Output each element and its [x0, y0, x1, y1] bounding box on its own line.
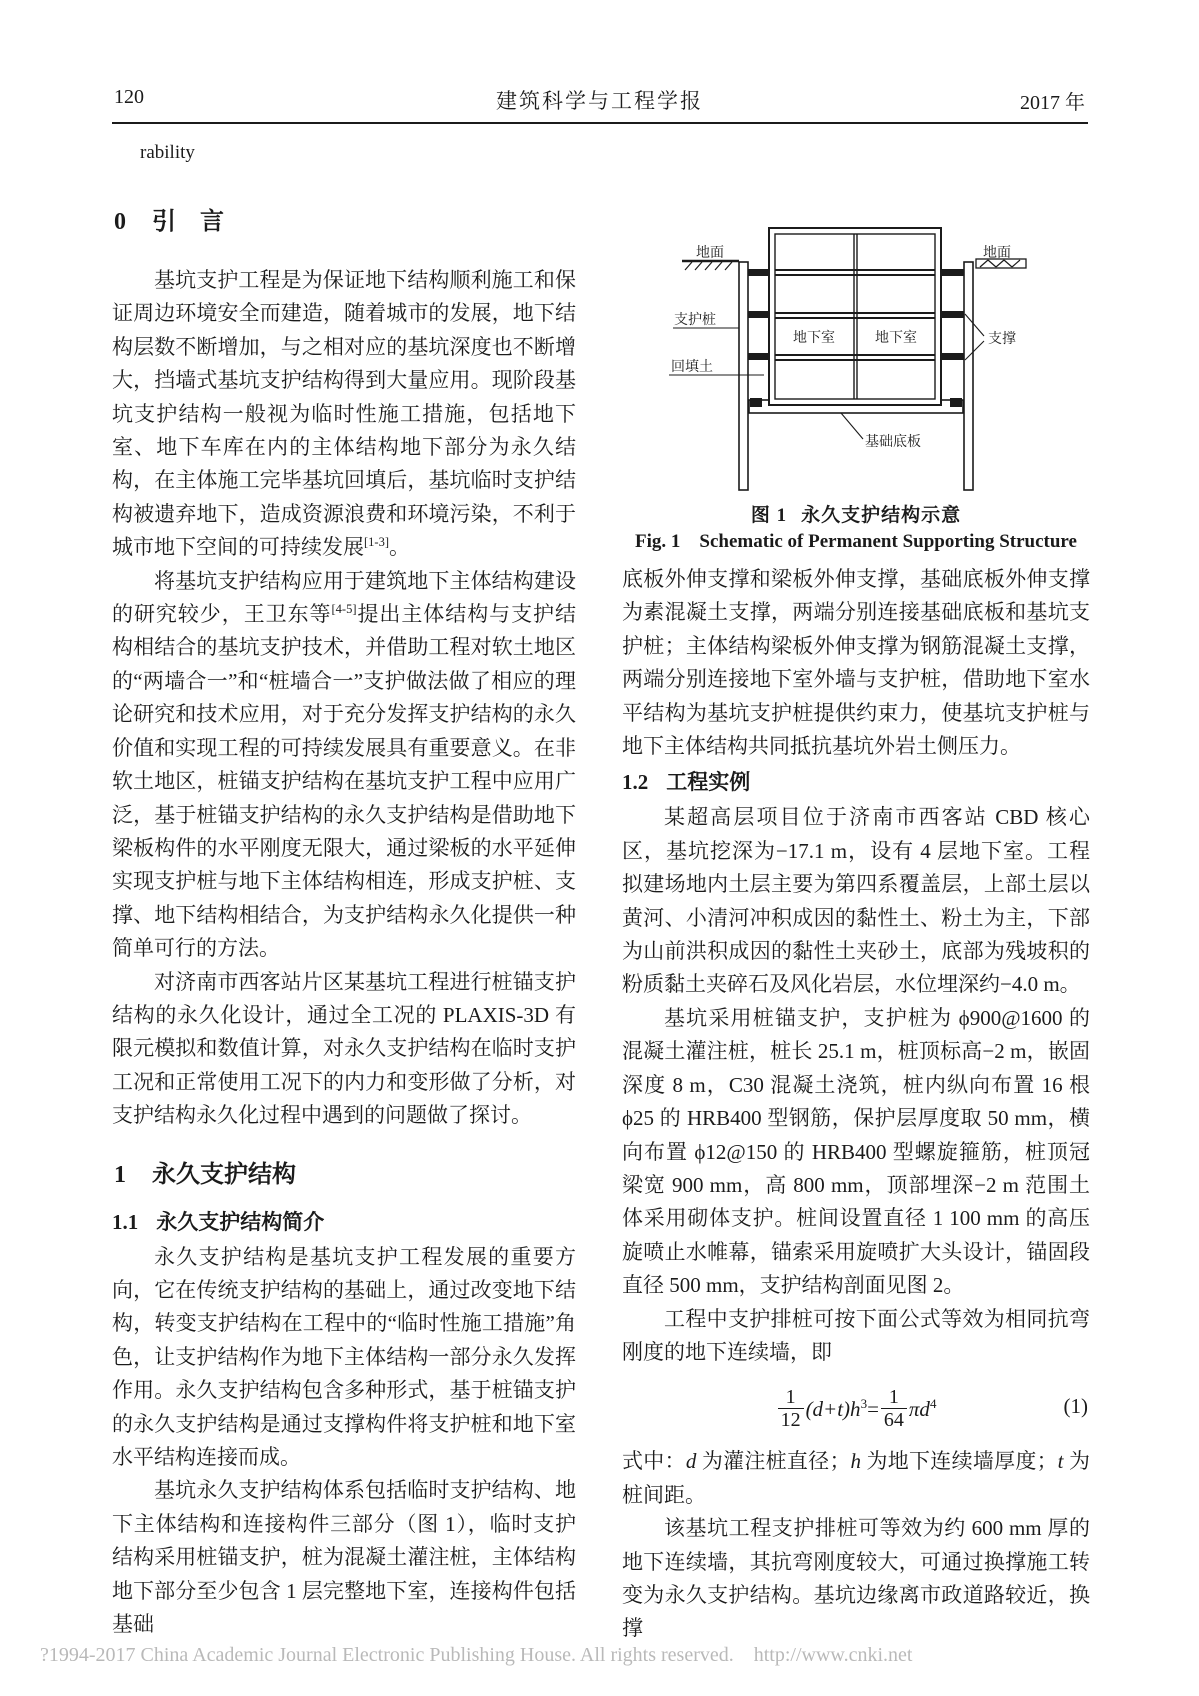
paragraph-text: 基坑支护工程是为保证地下结构顺利施工和保证周边环境安全而建造，随着城市的发展，地下结构层数不断增加，与之相对应的基坑深度也不断增大，挡墙式基坑支护结构得到大量应用。现阶段基坑支护结构一般视为临时性施工措施，包括地下室、地下车库在内的主体结构地下部分为永久结构，在主体施工完毕基坑回填后，基坑临时支护结构被遗弃地下，造成资源浪费和环境污染，不利于城市地下空间的可持续发展 [112, 268, 576, 560]
keyword-fragment: rability [140, 142, 195, 163]
paragraph-text: 为灌注桩直径； [696, 1449, 851, 1474]
section-0-heading [114, 204, 576, 240]
ground-right-label: 地面 [983, 246, 1011, 261]
basement-right-label: 地下室 [875, 331, 917, 346]
citation-ref-4-5: [4-5] [331, 602, 357, 617]
paragraph-eq-notes [622, 1445, 1090, 1512]
basement-left-label: 地下室 [793, 331, 835, 346]
citation-ref-1-3: [1-3] [364, 535, 389, 550]
figure-1-drawing [636, 195, 1060, 495]
header-rule [112, 122, 1088, 124]
paragraph-1-1-a: 永久支护结构是基坑支护工程发展的重要方向，它在传统支护结构的基础上，通过改变地下结构，转变支护结构在工程中的“临时性施工措施”角色，让支护结构作为地下主体结构一部分永久发挥作用。永久支护结构包含多种形式，基于桩锚支护的永久支护结构是通过支撑构件将支护桩和地下室水平结构连接而成。 [112, 1244, 576, 1469]
equation-number: (1) [1063, 1394, 1088, 1419]
section-1-1-title: 永久支护结构简介 [156, 1209, 325, 1234]
paragraph-1-2-d: 该基坑工程支护排桩可等效为约 600 mm 厚的地下连续墙，其抗弯刚度较大，可通过换撑施工转变为永久支护结构。基坑边缘离市政道路较近，换撑 [622, 1516, 1090, 1641]
base-slab-label: 基础底板 [865, 435, 921, 450]
right-column [622, 195, 1090, 1646]
math-var-t: t [1057, 1449, 1064, 1474]
equation-body [806, 1380, 879, 1438]
paragraph-text: 为桩间距。 [622, 1449, 1091, 1507]
math-var-d: d [685, 1449, 697, 1474]
left-column [112, 200, 576, 1641]
paragraph-text: 式中： [622, 1449, 686, 1474]
paragraph-text: 为地下连续墙厚度； [860, 1449, 1058, 1474]
paragraph-1-1-b: 基坑永久支护结构体系包括临时支护结构、地下主体结构和连接构件三部分（图 1），临时支护结构采用桩锚支护，桩为混凝土灌注桩，主体结构地下部分至少包含 1 层完整地下室，连接构件包括基础 [112, 1478, 576, 1637]
section-0-title: 引 言 [152, 209, 224, 235]
paragraph-intro-3: 对济南市西客站片区某基坑工程进行桩锚支护结构的永久化设计，通过全工况的 PLAXIS-3D 有限元模拟和数值计算，对永久支护结构在临时支护工况和正常使用工况下的内力和变形做了分析，对支护结构永久化过程中遇到的问题做了探讨。 [112, 969, 576, 1128]
figure-1-caption-text: 永久支护结构示意 [801, 505, 962, 526]
paragraph-text: 将基坑支护结构应用于建筑地下主体结构建设的研究较少，王卫东等 [112, 568, 576, 627]
math-term: (d+t)h [805, 1396, 861, 1421]
paragraph-intro-2 [112, 565, 576, 966]
fraction-denominator: 64 [883, 1409, 904, 1432]
math-var-h: h [850, 1449, 861, 1474]
pile-label: 支护桩 [674, 313, 716, 328]
ground-left-label: 地面 [696, 246, 724, 261]
section-1-2-number: 1.2 [622, 770, 649, 795]
fraction-1-64 [881, 1386, 907, 1431]
paragraph-1-1-continued: 底板外伸支撑和梁板外伸支撑，基础底板外伸支撑为素混凝土支撑，两端分别连接基础底板和基坑支护桩；主体结构梁板外伸支撑为钢筋混凝土支撑，两端分别连接地下室外墙与支护桩，借助地下室水平结构为基坑支护桩提供约束力，使基坑支护桩与地下主体结构共同抵抗基坑外岩土侧压力。 [622, 567, 1090, 759]
left-pile-shape [739, 262, 748, 490]
paragraph-1-2-c: 工程中支护排桩可按下面公式等效为相同抗弯刚度的地下连续墙，即 [622, 1306, 1090, 1364]
figure-1-caption-en: Fig. 1 Schematic of Permanent Supporting Structure [635, 531, 1077, 552]
paragraph-intro-1 [112, 264, 576, 565]
journal-title: 建筑科学与工程学报 [496, 89, 703, 113]
math-term: πd [908, 1396, 930, 1421]
copyright-footer: ?1994-2017 China Academic Journal Electronic Publishing House. All rights reserved. http://www.cnki.net [40, 1644, 913, 1666]
section-1-1-heading [112, 1207, 576, 1237]
fraction-numerator: 1 [881, 1386, 907, 1409]
section-1-number: 1 [114, 1161, 126, 1188]
paragraph-1-2-b: 基坑采用桩锚支护，支护桩为 ϕ900@1600 的混凝土灌注桩，桩长 25.1 m，桩顶标高−2 m，嵌固深度 8 m，C30 混凝土浇筑，桩内纵向布置 16 根 ϕ25 的 HRB400 型钢筋，保护层厚度取 50 mm，横向布置 ϕ12@150 的 HRB400 型螺旋箍筋，桩顶冠梁宽 900 mm，高 800 mm，顶部埋深−2 m 范围土体采用砌体支护。桩间设置直径 1 100 mm 的高压旋喷止水帷幕，锚索采用旋喷扩大头设计，锚固段直径 500 mm，支护结构剖面见图 2。 [622, 1005, 1090, 1298]
figure-1 [636, 195, 1090, 495]
equation-1 [622, 1377, 1090, 1435]
header-year: 2017 年 [1020, 92, 1085, 114]
fraction-numerator: 1 [778, 1386, 804, 1409]
paragraph-1-2-a: 某超高层项目位于济南市西客站 CBD 核心区，基坑挖深为−17.1 m，设有 4 层地下室。工程拟建场地内土层主要为第四系覆盖层，上部土层以黄河、小清河冲积成因的黏性土、粉土为主，下部为山前洪积成因的黏性土夹砂土，底部为残坡积的粉质黏土夹碎石及风化岩层，水位埋深约−4.0 m。 [622, 805, 1090, 997]
paragraph-text: 提出主体结构与支护结构相结合的基坑支护技术，并借助工程对软土地区的“两墙合一”和“桩墙合一”支护做法做了相应的理论研究和技术应用，对于充分发挥支护结构的永久价值和实现工程的可持续发展具有重要意义。在非软土地区，桩锚支护结构在基坑支护工程中应用广泛，基于桩锚支护结构的永久支护结构是借助地下梁板构件的水平刚度无限大，通过梁板的水平延伸实现支护桩与地下主体结构相连，形成支护桩、支撑、地下结构相结合，为支护结构永久化提供一种简单可行的方法。 [112, 602, 576, 961]
page-number: 120 [114, 86, 144, 108]
fraction-denominator: 12 [780, 1409, 801, 1432]
section-1-2-title: 工程实例 [666, 770, 751, 795]
strut-label: 支撑 [988, 332, 1016, 347]
building-outer-frame [769, 228, 941, 405]
math-exponent: 4 [929, 1395, 937, 1411]
section-0-number: 0 [114, 209, 126, 235]
section-1-1-number: 1.1 [112, 1209, 139, 1234]
equals-sign: = [867, 1396, 879, 1421]
equation-tail [909, 1380, 937, 1438]
section-1-title: 永久支护结构 [152, 1161, 296, 1188]
paragraph-text: 。 [389, 535, 410, 560]
figure-1-caption-zh [622, 503, 1090, 529]
fraction-1-12 [778, 1386, 804, 1431]
ground-hatch-left [682, 261, 739, 270]
section-1-2-heading [622, 767, 1090, 797]
figure-1-caption-number: 图 1 [750, 505, 788, 526]
section-1-heading [114, 1157, 576, 1193]
backfill-label: 回填土 [671, 360, 713, 375]
math-exponent: 3 [860, 1395, 868, 1411]
right-pile-shape [964, 262, 973, 490]
